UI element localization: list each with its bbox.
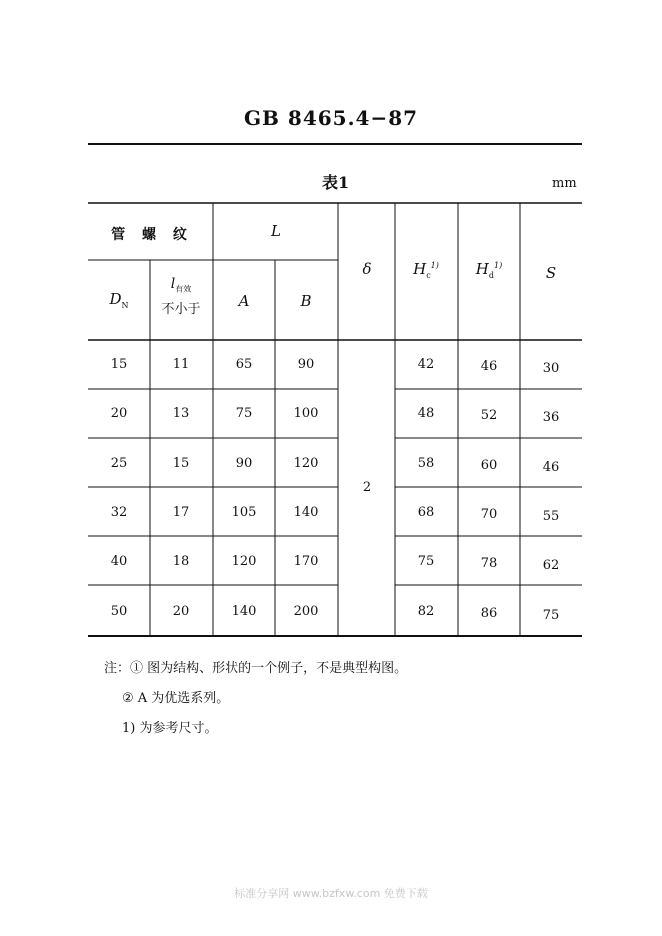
- cell-b: 90: [297, 357, 315, 372]
- cell-s: 75: [542, 608, 560, 623]
- header-A: A: [238, 292, 250, 310]
- cell-a: 105: [231, 505, 257, 520]
- cell-b: 120: [293, 456, 319, 471]
- cell-dn: 50: [110, 604, 128, 619]
- cell-b: 170: [293, 554, 319, 569]
- footer-watermark: 标准分享网 www.bzfxw.com 免费下载: [234, 887, 428, 900]
- header-delta: δ: [362, 260, 372, 278]
- notes-section: [104, 654, 407, 744]
- cell-a: 140: [231, 604, 257, 619]
- cell-hd: 70: [480, 507, 498, 522]
- header-S: S: [545, 264, 557, 282]
- header-L: L: [271, 222, 281, 240]
- note-1: 注：① 图为结构、形状的一个例子，不是典型构图。: [104, 661, 408, 676]
- cell-hd: 86: [480, 606, 498, 621]
- header-dn: $D_N$: [109, 290, 129, 310]
- cell-hc: 48: [417, 406, 435, 421]
- cell-dn: 20: [110, 406, 128, 421]
- cell-l: 15: [172, 456, 190, 471]
- note-3: 1) 为参考尺寸。: [122, 721, 218, 736]
- cell-hc: 82: [417, 604, 435, 619]
- header-B: B: [300, 292, 312, 310]
- cell-l: 20: [172, 604, 190, 619]
- cell-l: 18: [172, 554, 190, 569]
- header-hd: $H_d^{1)}$: [475, 260, 503, 280]
- cell-l: 13: [172, 406, 190, 421]
- cell-a: 90: [235, 456, 253, 471]
- cell-s: 36: [542, 410, 560, 425]
- note-2: ② A 为优选系列。: [122, 691, 230, 706]
- cell-b: 100: [293, 406, 319, 421]
- cell-hc: 42: [417, 357, 435, 372]
- unit-label: mm: [552, 176, 577, 191]
- cell-dn: 15: [110, 357, 128, 372]
- standard-number: GB 8465.4−87: [243, 106, 419, 130]
- cell-dn: 25: [110, 456, 128, 471]
- cell-hd: 78: [480, 556, 498, 571]
- cell-l: 11: [172, 357, 190, 372]
- cell-a: 120: [231, 554, 257, 569]
- cell-s: 30: [542, 361, 560, 376]
- cell-hd: 46: [480, 359, 498, 374]
- cell-a: 75: [235, 406, 253, 421]
- cell-l: 17: [172, 505, 190, 520]
- header-pipe-thread: 管 螺 纹: [111, 227, 193, 243]
- cell-a: 65: [235, 357, 253, 372]
- table-caption: 表1: [322, 173, 350, 192]
- cell-s: 62: [542, 558, 560, 573]
- cell-b: 200: [293, 604, 319, 619]
- cell-hc: 58: [417, 456, 435, 471]
- cell-hd: 60: [480, 458, 498, 473]
- cell-s: 55: [542, 509, 560, 524]
- cell-b: 140: [293, 505, 319, 520]
- cell-dn: 32: [110, 505, 128, 520]
- delta-value: 2: [362, 480, 372, 495]
- cell-hc: 75: [417, 554, 435, 569]
- header-l-effective: $l_{有效}$ 不小于: [161, 276, 201, 317]
- cell-hc: 68: [417, 505, 435, 520]
- cell-hd: 52: [480, 408, 498, 423]
- cell-dn: 40: [110, 554, 128, 569]
- header-hc: $H_c^{1)}$: [413, 260, 439, 280]
- cell-s: 46: [542, 460, 560, 475]
- header-not-less-than: 不小于: [161, 301, 201, 317]
